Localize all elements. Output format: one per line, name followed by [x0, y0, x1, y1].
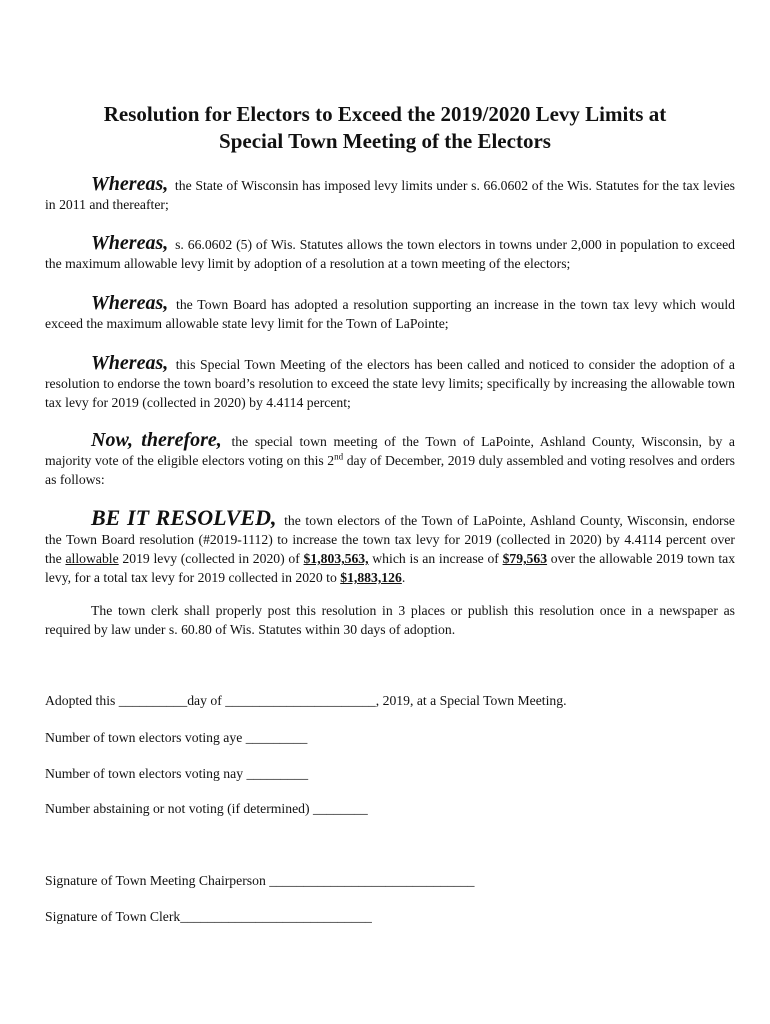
title-line-1: Resolution for Electors to Exceed the 2019/2020 Levy Limits at: [103, 102, 667, 126]
whereas-paragraph-4: [45, 354, 735, 412]
paragraph-text-c: which is an increase of: [372, 551, 499, 566]
paragraph-text-a: the special town meeting of the Town of LaPointe, Ashland County, Wisconsin, by a majority vote of the eligible electors voting on this 2: [45, 434, 736, 468]
whereas-paragraph-2: [45, 234, 735, 273]
document-title: [40, 101, 730, 155]
chairperson-signature-line: Signature of Town Meeting Chairperson ______________________________: [45, 873, 475, 888]
paragraph-text: this Special Town Meeting of the electors has been called and noticed to consider the adoption of a resolution to endorse the town board’s resolution to exceed the state levy limits; specifically by increasing the allowable town tax levy for 2019 (collected in 2020) by 4.4114 percent;: [45, 357, 736, 410]
total-levy-amount: $1,883,126: [340, 570, 402, 585]
current-levy-amount: $1,803,563,: [303, 551, 369, 566]
paragraph-lead: BE IT RESOLVED,: [91, 505, 277, 530]
allowable-underlined: allowable: [65, 551, 119, 566]
be-it-resolved-paragraph: [45, 505, 736, 587]
ordinal-suffix: nd: [334, 451, 344, 462]
clerk-posting-paragraph: [45, 601, 735, 639]
now-therefore-paragraph: [45, 431, 735, 489]
paragraph-lead: Whereas,: [91, 352, 169, 374]
paragraph-lead: Whereas,: [91, 292, 169, 314]
votes-aye-line: Number of town electors voting aye _________: [45, 730, 308, 745]
paragraph-text-d: over the allowable 2019 town tax levy, for a total tax levy for 2019 collected in 2020 to: [45, 551, 736, 585]
paragraph-text: The town clerk shall properly post this resolution in 3 places or publish this resolution once in a newspaper as required by law under s. 60.80 of Wis. Statutes within 30 days of adoption.: [45, 603, 735, 637]
paragraph-lead: Now, therefore,: [91, 429, 222, 451]
town-clerk-signature-line: Signature of Town Clerk____________________________: [45, 909, 372, 924]
paragraph-text-a: the town electors of the Town of LaPointe, Ashland County, Wisconsin, endorse the Town Board resolution (#2019-1112) to increase the town tax levy for 2019 (collected in 2020) by 4.4114 percent over the: [45, 513, 735, 566]
abstain-line: Number abstaining or not voting (if determined) ________: [45, 801, 368, 816]
whereas-paragraph-3: [45, 294, 735, 333]
paragraph-text: the Town Board has adopted a resolution supporting an increase in the town tax levy which would exceed the maximum allowable state levy limit for the Town of LaPointe;: [45, 297, 736, 331]
adopted-date-line: Adopted this __________day of ______________________, 2019, at a Special Town Meeting.: [45, 693, 567, 708]
paragraph-text-b: 2019 levy (collected in 2020) of: [122, 551, 300, 566]
paragraph-lead: Whereas,: [91, 232, 169, 254]
paragraph-text: the State of Wisconsin has imposed levy limits under s. 66.0602 of the Wis. Statutes for the tax levies in 2011 and thereafter;: [45, 178, 735, 212]
paragraph-lead: Whereas,: [91, 173, 169, 195]
increase-amount: $79,563: [502, 551, 548, 566]
paragraph-text-e: .: [401, 570, 406, 585]
title-line-2: Special Town Meeting of the Electors: [219, 129, 551, 153]
whereas-paragraph-1: [45, 175, 735, 214]
paragraph-text: s. 66.0602 (5) of Wis. Statutes allows the town electors in towns under 2,000 in population to exceed the maximum allowable levy limit by adoption of a resolution at a town meeting of the electors;: [45, 237, 736, 271]
votes-nay-line: Number of town electors voting nay _________: [45, 766, 309, 781]
paragraph-text-b: day of December, 2019 duly assembled and voting resolves and orders as follows:: [45, 453, 735, 487]
